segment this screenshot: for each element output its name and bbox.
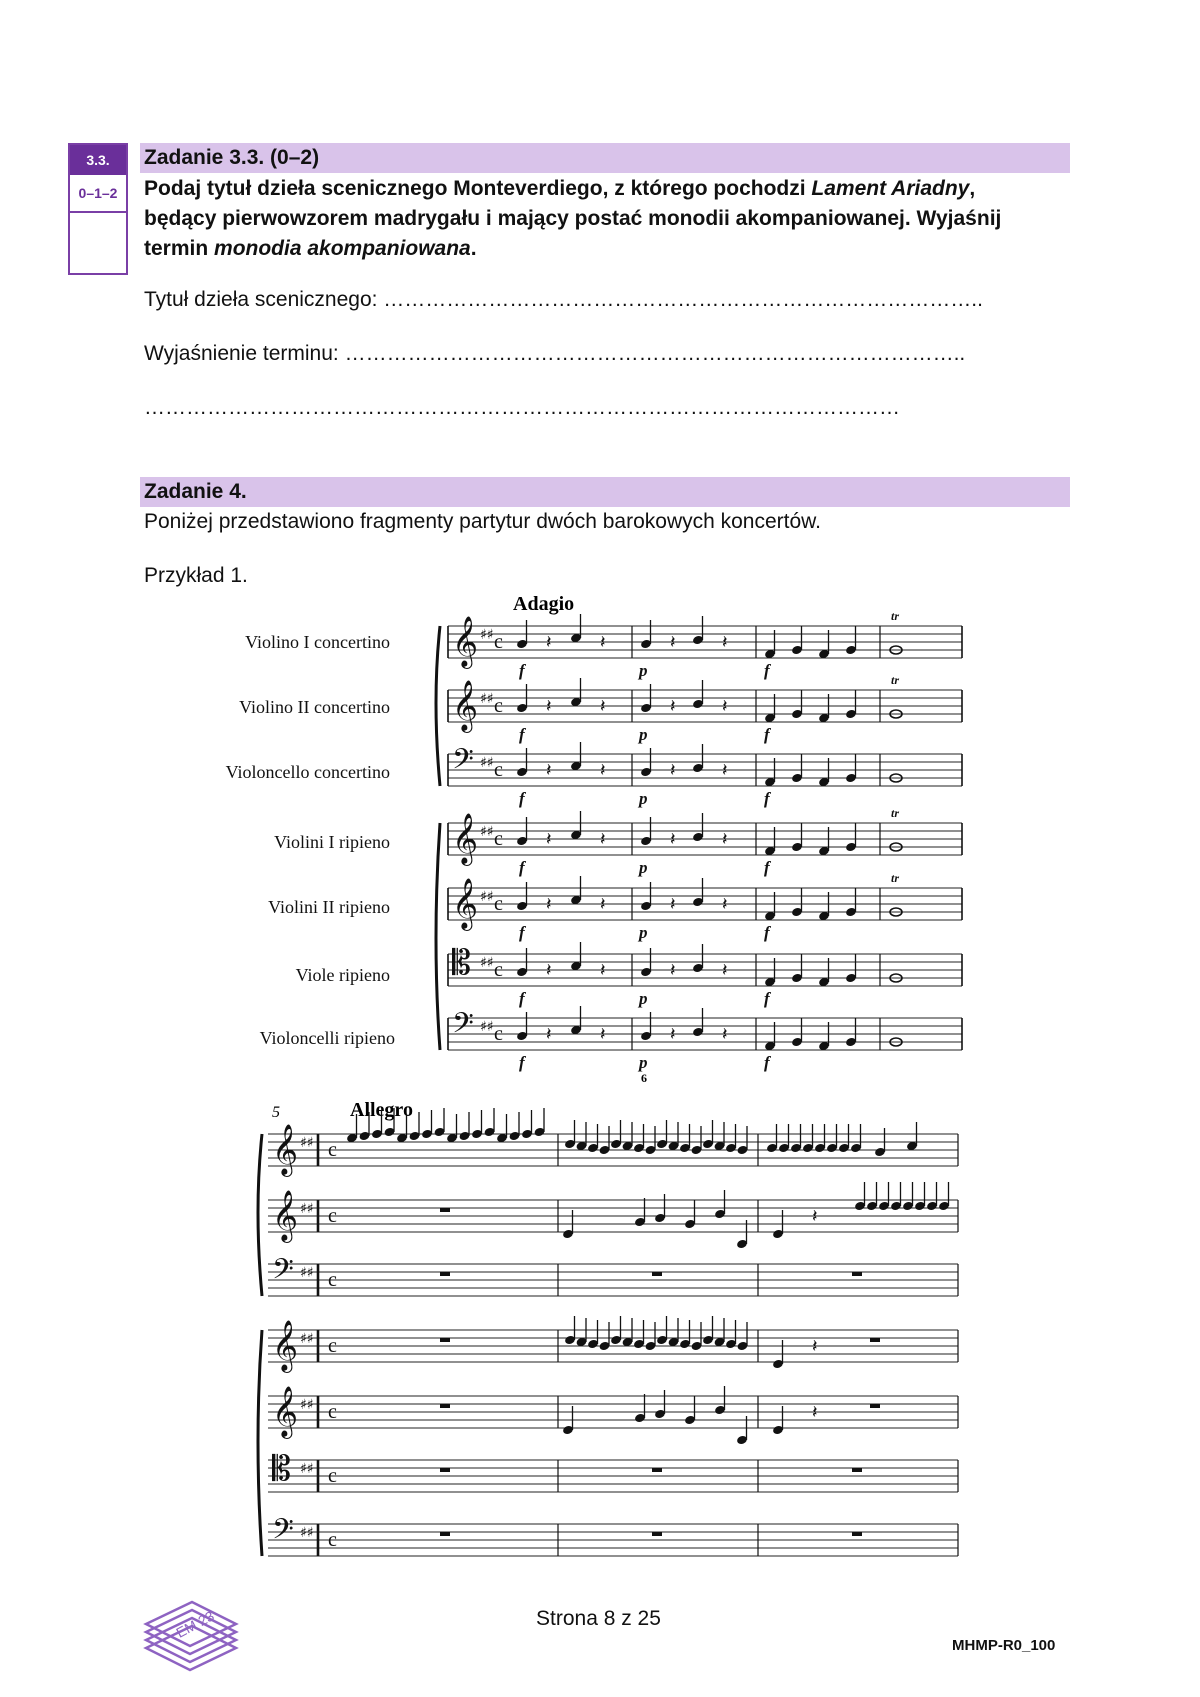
key-signature: ♯♯ [300,1265,314,1281]
quarter-rest: 𝄽 [812,1206,818,1227]
quarter-rest: 𝄽 [546,632,552,653]
document-code: MHMP-R0_100 [952,1637,1056,1654]
instrument-label: Violino I concertino [245,632,390,652]
treble-clef: 𝄞 [452,616,479,667]
whole-rest [440,1208,450,1212]
quarter-rest: 𝄽 [600,632,606,653]
q-text: termin [144,237,215,260]
quarter-rest: 𝄽 [600,696,606,717]
treble-clef: 𝄞 [272,1386,299,1437]
time-signature: c [494,759,503,781]
quarter-rest: 𝄽 [670,632,676,653]
dynamic-mark: f [519,1053,525,1072]
time-signature: c [494,828,503,850]
quarter-rest: 𝄽 [722,760,728,781]
whole-rest [440,1338,450,1342]
dynamic-mark: p [639,923,648,942]
system-bracket [258,1134,262,1296]
alto-clef: 𝄡 [272,1449,291,1489]
points-scale: 0–1–2 [70,175,126,213]
trill-mark: tr [891,806,900,820]
dynamic-mark: p [639,725,648,744]
whole-rest [652,1532,662,1536]
quarter-rest: 𝄽 [546,1024,552,1045]
q-text: , [969,177,976,200]
instrument-label: Violini I ripieno [274,832,390,852]
logo-text: EM 23 [173,1607,217,1641]
answer-label: Wyjaśnienie terminu: [144,342,345,365]
quarter-rest: 𝄽 [722,696,728,717]
treble-clef: 𝄞 [452,878,479,929]
dynamic-mark: f [764,725,770,744]
dynamic-mark: f [519,858,525,877]
system-bracket [436,823,440,1050]
task4-heading: Zadanie 4. [140,477,1070,507]
key-signature: ♯♯ [480,627,494,643]
q-text: . [470,237,477,260]
treble-clef: 𝄞 [272,1124,299,1175]
time-signature: c [328,1335,337,1357]
measure-number: 5 [272,1104,280,1121]
instrument-label: Violoncello concertino [225,762,390,782]
quarter-rest: 𝄽 [546,894,552,915]
instrument-label: Violini II ripieno [268,897,390,917]
alto-clef: 𝄡 [452,943,471,983]
dynamic-mark: f [764,661,770,680]
time-signature: c [494,1023,503,1045]
whole-rest [440,1272,450,1276]
adagio-score [436,609,962,1072]
quarter-rest: 𝄽 [600,1024,606,1045]
dynamic-mark: f [764,1053,770,1072]
instrument-label: Violoncelli ripieno [259,1028,395,1048]
answer-label: Tytuł dzieła scenicznego: [144,288,384,311]
quarter-rest: 𝄽 [600,829,606,850]
time-signature: c [328,1205,337,1227]
quarter-rest: 𝄽 [812,1402,818,1423]
trill-mark: tr [891,609,900,623]
example-label: Przykład 1. [144,564,248,587]
key-signature: ♯♯ [300,1201,314,1217]
dynamic-mark: f [519,989,525,1008]
quarter-rest: 𝄽 [546,696,552,717]
em-logo [142,1598,242,1672]
quarter-rest: 𝄽 [670,760,676,781]
whole-rest [652,1272,662,1276]
q-text: Podaj tytuł dzieła scenicznego Monteverdiego, z którego pochodzi [144,177,812,200]
bass-clef: 𝄢 [452,1007,474,1047]
time-signature: c [328,1465,337,1487]
time-signature: c [494,893,503,915]
quarter-rest: 𝄽 [722,632,728,653]
instrument-label: Viole ripieno [295,965,390,985]
time-signature: c [328,1139,337,1161]
bass-clef: 𝄢 [272,1253,294,1293]
system-bracket [258,1330,262,1556]
system-bracket [436,626,440,786]
time-signature: c [494,695,503,717]
key-signature: ♯♯ [480,691,494,707]
whole-rest [870,1404,880,1408]
dynamic-mark: p [639,789,648,808]
quarter-rest: 𝄽 [670,894,676,915]
tempo-adagio: Adagio [513,593,575,615]
allegro-score [258,1108,958,1556]
whole-rest [652,1468,662,1472]
quarter-rest: 𝄽 [546,829,552,850]
key-signature: ♯♯ [480,1019,494,1035]
treble-clef: 𝄞 [272,1190,299,1241]
time-signature: c [328,1529,337,1551]
whole-rest [440,1404,450,1408]
quarter-rest: 𝄽 [600,760,606,781]
answer-dots: …………………………………………………………………………….. [344,342,966,365]
quarter-rest: 𝄽 [546,760,552,781]
key-signature: ♯♯ [300,1397,314,1413]
dynamic-mark: p [639,1053,648,1072]
dynamic-mark: f [519,661,525,680]
tempo-allegro: Allegro [350,1099,413,1121]
quarter-rest: 𝄽 [600,894,606,915]
dynamic-mark: f [519,923,525,942]
quarter-rest: 𝄽 [670,960,676,981]
q-italic-title: Lament Ariadny [811,177,970,200]
dynamic-mark: f [764,858,770,877]
quarter-rest: 𝄽 [600,960,606,981]
dynamic-mark: p [639,858,648,877]
time-signature: c [328,1401,337,1423]
instrument-label: Violino II concertino [239,697,390,717]
whole-rest [440,1468,450,1472]
whole-rest [852,1272,862,1276]
key-signature: ♯♯ [480,824,494,840]
quarter-rest: 𝄽 [722,960,728,981]
dynamic-mark: f [764,923,770,942]
key-signature: ♯♯ [300,1525,314,1541]
key-signature: ♯♯ [480,889,494,905]
time-signature: c [328,1269,337,1291]
task-heading: Zadanie 3.3. (0–2) [140,143,1070,173]
dynamic-mark: f [519,725,525,744]
key-signature: ♯♯ [300,1331,314,1347]
whole-rest [440,1532,450,1536]
quarter-rest: 𝄽 [670,829,676,850]
time-signature: c [494,631,503,653]
page-number: Strona 8 z 25 [536,1607,661,1630]
quarter-rest: 𝄽 [812,1336,818,1357]
key-signature: ♯♯ [480,755,494,771]
treble-clef: 𝄞 [452,813,479,864]
dynamic-mark: p [639,989,648,1008]
quarter-rest: 𝄽 [546,960,552,981]
key-signature: ♯♯ [300,1461,314,1477]
q-italic-term: monodia akompaniowana [214,237,471,260]
quarter-rest: 𝄽 [670,696,676,717]
trill-mark: tr [891,673,900,687]
task-number: 3.3. [70,145,126,175]
task4-intro: Poniżej przedstawiono fragmenty partytur dwóch barokowych koncertów. [144,510,822,533]
treble-clef: 𝄞 [272,1320,299,1371]
q-text: będący pierwowzorem madrygału i mający postać monodii akompaniowanej. Wyjaśnij [144,207,1002,230]
answer-dots: ……………………………………………………………………………………………… [144,396,900,419]
time-signature: c [494,959,503,981]
bass-clef: 𝄢 [452,743,474,783]
quarter-rest: 𝄽 [722,829,728,850]
treble-clef: 𝄞 [452,680,479,731]
bass-clef: 𝄢 [272,1513,294,1553]
figured-bass: 6 [641,1071,647,1085]
whole-rest [870,1338,880,1342]
dynamic-mark: p [639,661,648,680]
quarter-rest: 𝄽 [670,1024,676,1045]
answer-dots: ………………………………………………………………………….. [383,288,983,311]
trill-mark: tr [891,871,900,885]
quarter-rest: 𝄽 [722,1024,728,1045]
dynamic-mark: f [764,789,770,808]
key-signature: ♯♯ [300,1135,314,1151]
whole-rest [852,1532,862,1536]
dynamic-mark: f [519,789,525,808]
dynamic-mark: f [764,989,770,1008]
quarter-rest: 𝄽 [722,894,728,915]
key-signature: ♯♯ [480,955,494,971]
whole-rest [852,1468,862,1472]
